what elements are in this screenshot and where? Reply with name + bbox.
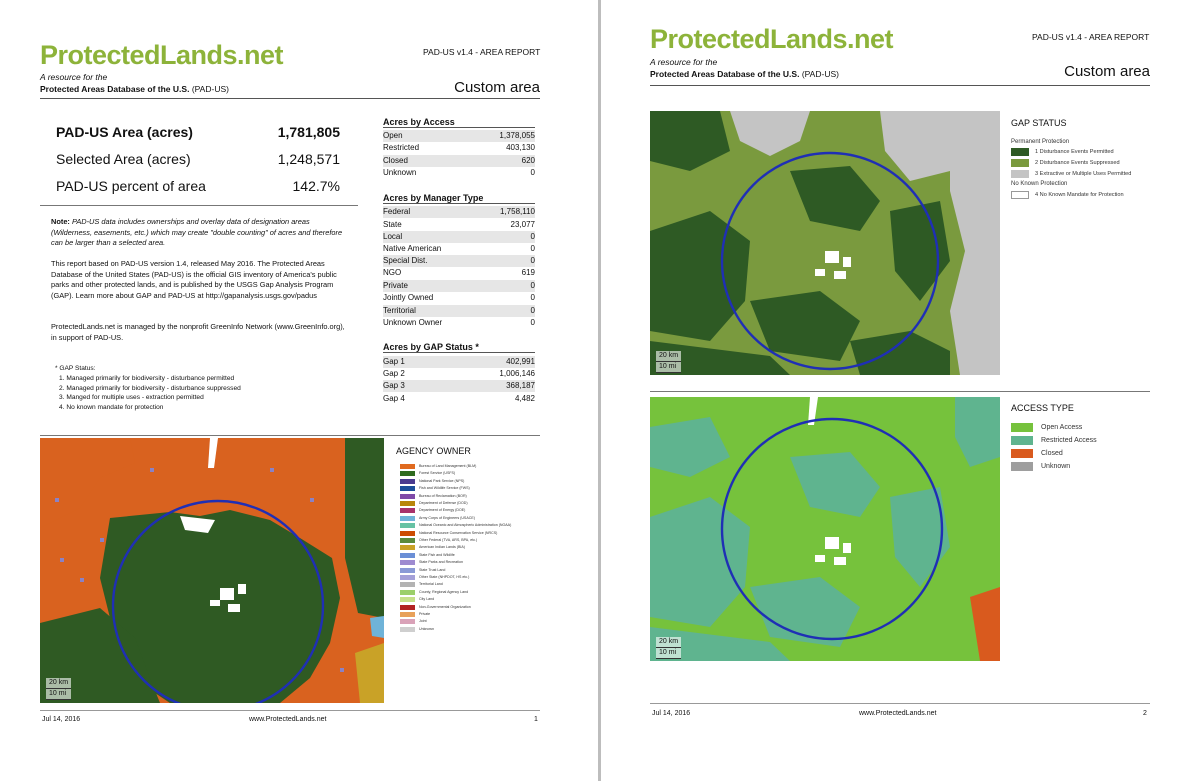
table-row: Open 1,378,055 [383,131,535,140]
gap-legend: 1 Disturbance Events Permitted 2 Disturbance Events Suppressed 3 Extractive or Multiple Uses Permitted No Known Protection 4 No Known Mandate for Protection [1011,149,1132,198]
manager-heading: Acres by Manager Type [383,193,535,204]
agency-legend-title: AGENCY OWNER [396,446,471,456]
gap-legend-none-heading: No Known Protection [1011,181,1068,187]
map-scale: 20 km 10 mi [656,637,681,659]
table-row: Restricted 403,130 [383,143,535,152]
note-text: Note: PAD-US data includes ownerships and overlay data of designation areas (Wilderness, easements, etc.) which may create "double counting" of acres and therefore can be larger than a selected area. [51,217,343,247]
table-row: NGO 619 [383,268,535,277]
table-row: Gap 1 402,991 [383,357,535,366]
access-heading: Acres by Access [383,117,535,128]
report-version: PAD-US v1.4 - AREA REPORT [1032,32,1150,42]
table-row: Federal 1,758,110 [383,207,535,216]
page-number: 1 [534,716,538,723]
tagline: A resource for the [40,72,108,82]
gap-status-title: * GAP Status: [55,365,96,372]
agency-legend: Bureau of Land Management (BLM) Forest Service (USFS) National Park Service (NPS) Fish and Wildlife Service (FWS) Bureau of Reclamation (BOR) Department of Defense (DOD) Department of Energy (DOE) Army Corps of Engineers (USACE) National Oceanic and Atmospheric Administration (NOAA) National Resource Conservation Service (NRCS) Other Federal (TVA, ARS, BPA, etc.) American Indian Lands (BIA) State Fish and Wildlife State Parks and Recreation State Trust Land Other State (NHPDOT, HS etc.) Territorial Land County, Regional Agency Land City Land Non-Governmental Organization Private Joint Unknown [400,463,540,638]
table-row: Unknown 0 [383,168,535,177]
gap-heading: Acres by GAP Status * [383,342,535,353]
footer-date: Jul 14, 2016 [652,710,691,717]
report-version: PAD-US v1.4 - AREA REPORT [423,47,541,57]
access-legend-title: ACCESS TYPE [1011,403,1074,413]
about-paragraph: This report based on PAD-US version 1.4, released May 2016. The Protected Areas Database of the United States (PAD-US) is the official GIS inventory of America's public parks and other protected lands, and is published by the USGS Gap Analysis Program (GAP). Learn more about GAP and PAD-US at http://gapanalysis.usgs.gov/padus [51,259,337,300]
site-logo[interactable]: ProtectedLands.net [650,24,894,54]
site-logo[interactable]: ProtectedLands.net [40,40,284,70]
table-row: Closed 620 [383,156,535,165]
footer-site-link[interactable]: www.ProtectedLands.net [249,716,327,723]
gap-legend-perm-heading: Permanent Protection [1011,139,1070,145]
table-row: State 23,077 [383,220,535,229]
summary-selected-area: Selected Area (acres) 1,248,571 [56,151,340,167]
access-type-map[interactable] [650,397,1000,661]
table-row: Territorial 0 [383,306,535,315]
footer-site-link[interactable]: www.ProtectedLands.net [859,710,937,717]
agency-owner-map[interactable] [40,438,384,703]
gap-legend-title: GAP STATUS [1011,118,1067,128]
access-legend: Open Access Restricted Access Closed Unknown [1011,423,1191,475]
database-name: Protected Areas Database of the U.S. (PAD-US) [650,69,839,79]
area-title: Custom area [1064,63,1150,80]
gap-status-map[interactable] [650,111,1000,375]
greeninfo-paragraph: ProtectedLands.net is managed by the nonprofit GreenInfo Network (www.GreenInfo.org), in support of PAD-US. [51,322,345,342]
table-row: Gap 3 368,187 [383,381,535,390]
table-row: Gap 2 1,006,146 [383,369,535,378]
summary-percent: PAD-US percent of area 142.7% [56,178,340,194]
tagline: A resource for the [650,57,718,67]
map-scale: 20 km 10 mi [656,351,681,373]
table-row: Unknown Owner 0 [383,318,535,327]
table-row: Jointly Owned 0 [383,293,535,302]
table-row: Private 0 [383,281,535,290]
table-row: Special Dist. 0 [383,256,535,265]
page-number: 2 [1143,710,1147,717]
summary-pad-us-area: PAD-US Area (acres) 1,781,805 [56,124,340,140]
gap-status-list: 1. Managed primarily for biodiversity - disturbance permitted 2. Managed primarily for biodiversity - disturbance suppressed 3. Manged for multiple uses - extraction permitted 4. No known mandate for protection [59,375,241,411]
table-row: Native American 0 [383,244,535,253]
report-page-1 [0,0,598,781]
table-row: Local 0 [383,232,535,241]
footer-date: Jul 14, 2016 [42,716,81,723]
map-scale: 20 km 10 mi [46,678,71,700]
report-page-2 [601,0,1200,781]
table-row: Gap 4 4,482 [383,394,535,403]
area-title: Custom area [454,79,540,96]
database-name: Protected Areas Database of the U.S. (PAD-US) [40,84,229,94]
